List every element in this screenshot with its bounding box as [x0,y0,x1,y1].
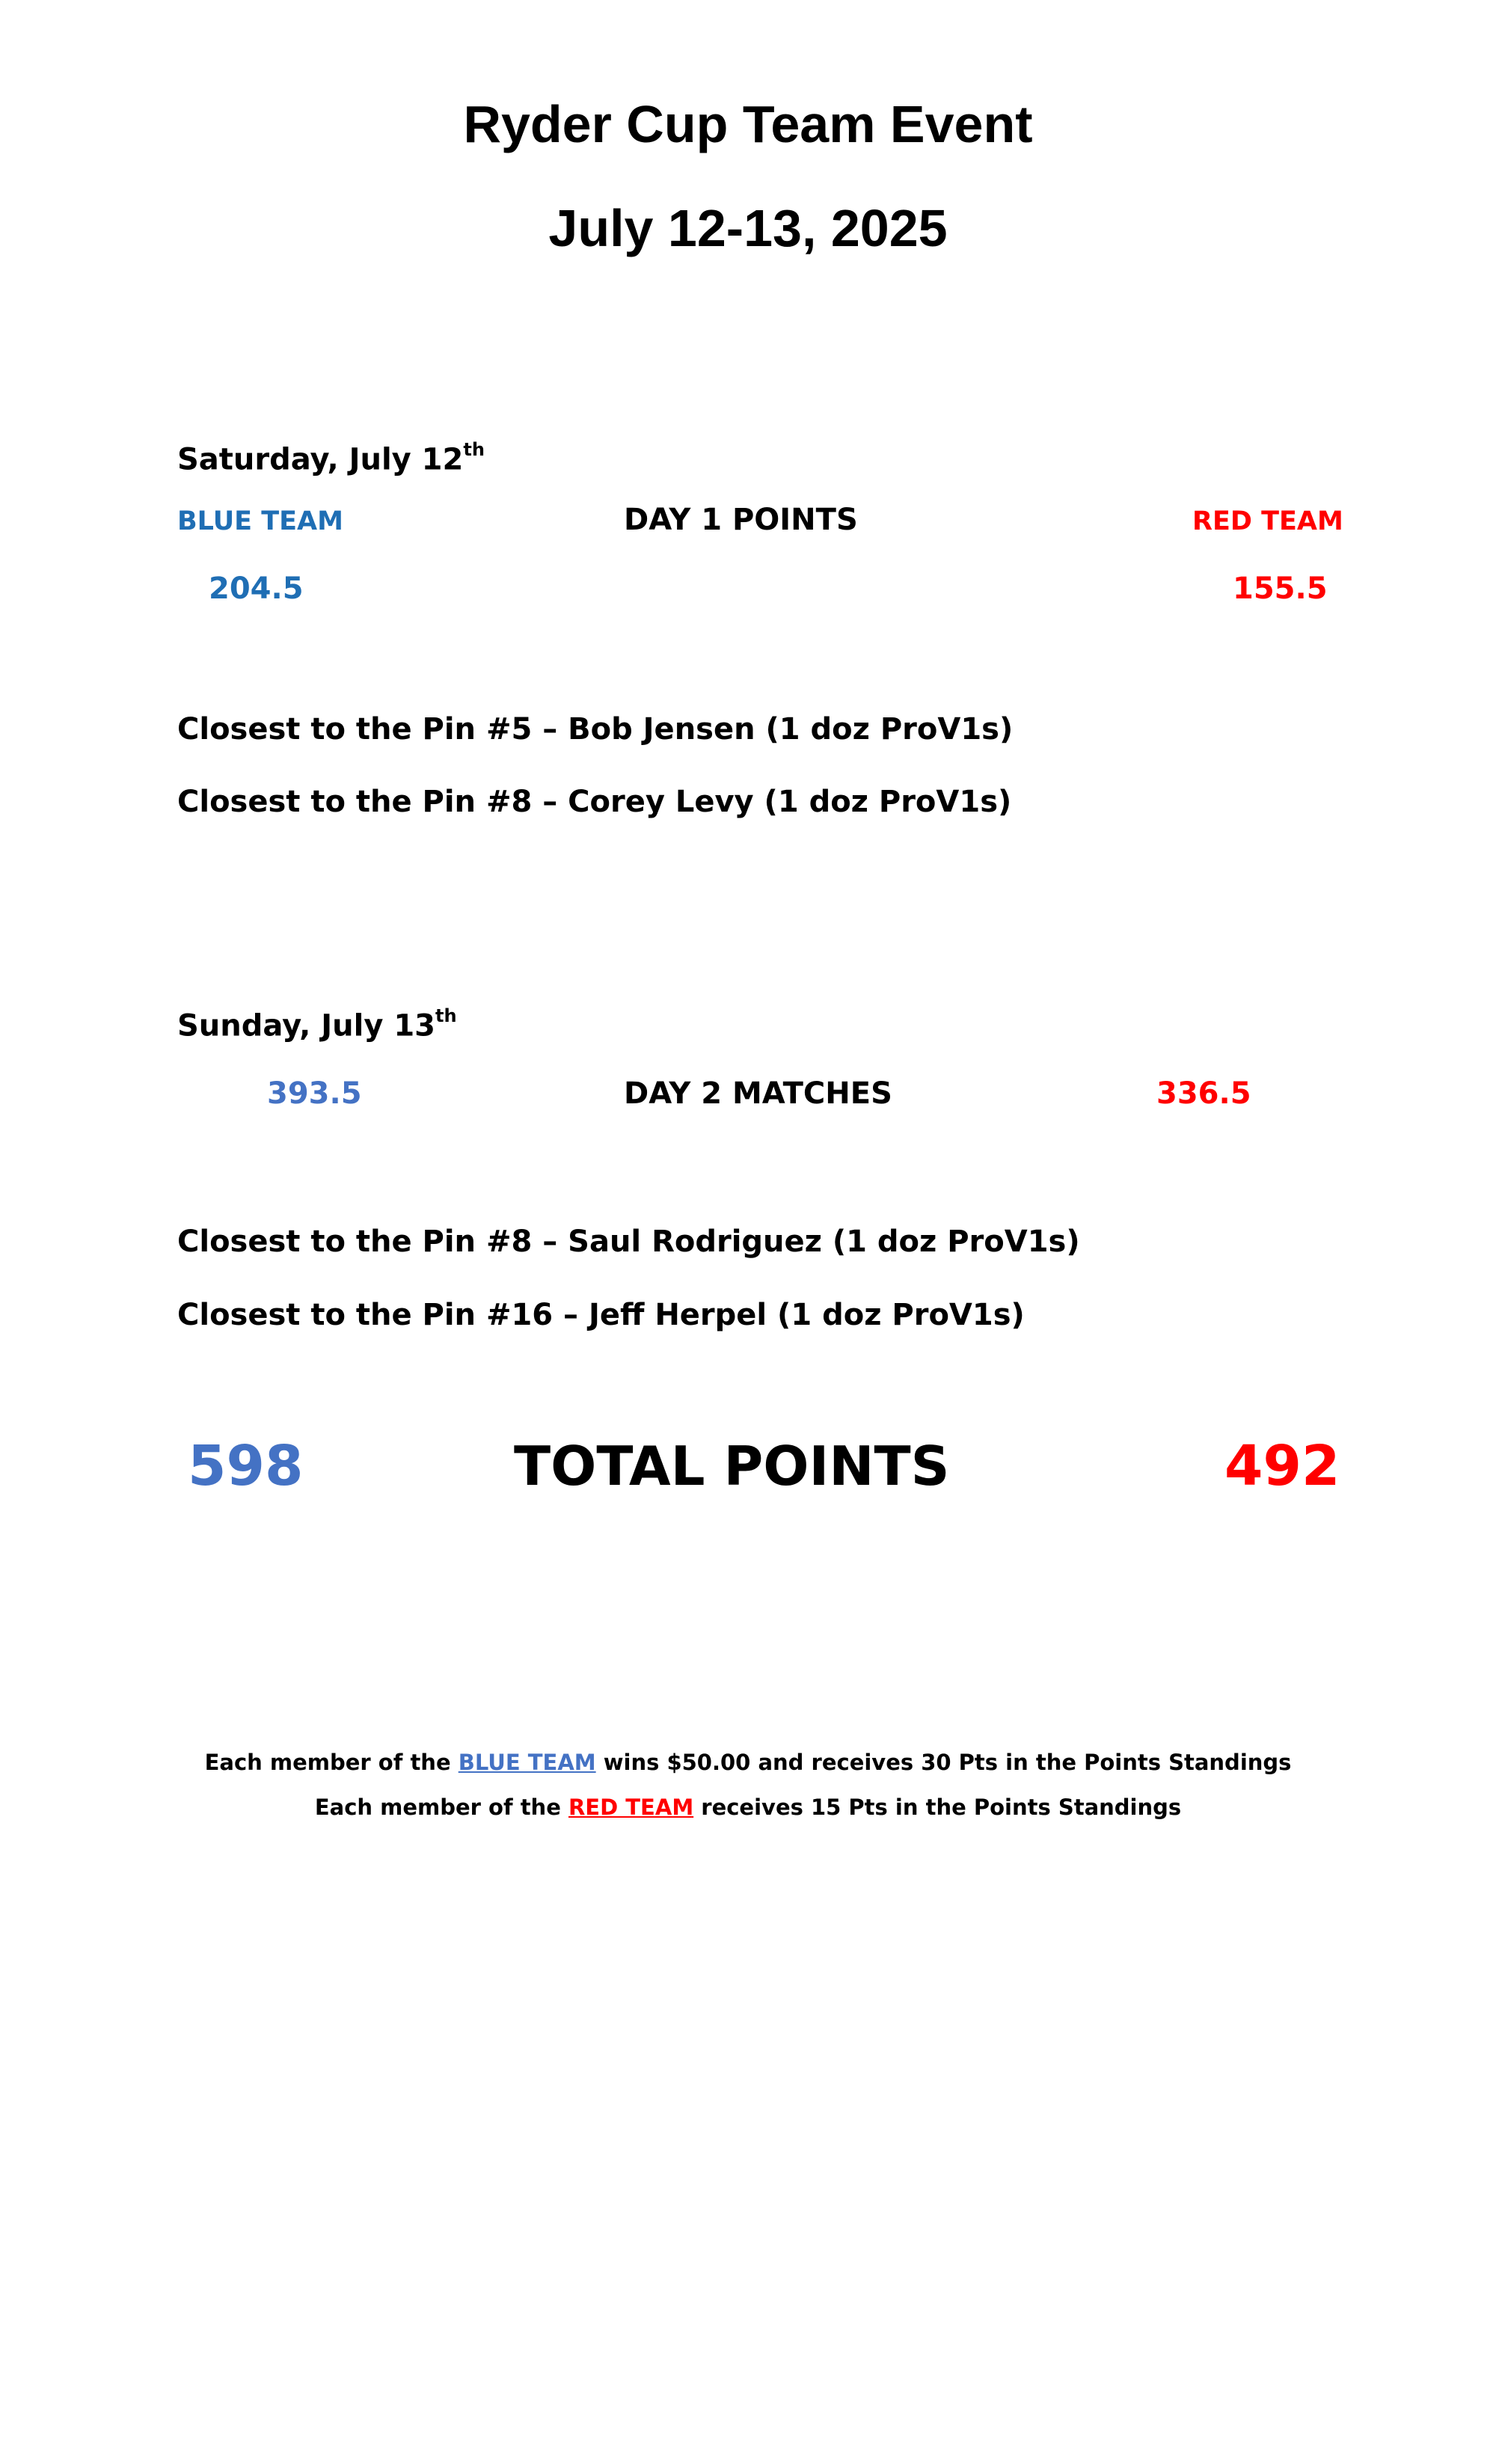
day1-points-label: DAY 1 POINTS [624,503,858,537]
day1-date-text: Saturday, July 12 [177,442,464,477]
day2-date-suffix: th [435,1005,457,1026]
day2-blue-score: 393.5 [267,1076,362,1111]
day1-red-score: 155.5 [1233,571,1328,606]
day1-blue-score: 204.5 [209,571,304,606]
blue-note-prefix: Each member of the [204,1750,459,1775]
day1-award-2: Closest to the Pin #8 – Corey Levy (1 doz ProV1s) [177,785,1012,819]
red-team-note [0,1792,1496,1822]
red-note-prefix: Each member of the [314,1795,568,1820]
day2-award-1: Closest to the Pin #8 – Saul Rodriguez (1 doz ProV1s) [177,1225,1080,1259]
red-total-points: 492 [1224,1434,1340,1498]
day2-date-text: Sunday, July 13 [177,1008,435,1043]
blue-note-suffix: wins $50.00 and receives 30 Pts in the Points Standings [595,1750,1292,1775]
day2-date [177,1000,457,1044]
blue-team-label: BLUE TEAM [177,506,343,536]
red-note-suffix: receives 15 Pts in the Points Standings [693,1795,1182,1820]
blue-team-link[interactable]: BLUE TEAM [458,1750,596,1775]
blue-team-note [0,1747,1496,1777]
day2-red-score: 336.5 [1156,1076,1251,1111]
event-dates: July 12-13, 2025 [548,199,948,257]
event-title: Ryder Cup Team Event [463,95,1033,153]
red-team-link[interactable]: RED TEAM [568,1795,694,1820]
day2-matches-label: DAY 2 MATCHES [624,1076,892,1111]
day2-award-2: Closest to the Pin #16 – Jeff Herpel (1 doz ProV1s) [177,1298,1025,1332]
day1-date-suffix: th [463,439,485,460]
day1-award-1: Closest to the Pin #5 – Bob Jensen (1 doz ProV1s) [177,712,1014,747]
blue-total-points: 598 [188,1434,304,1498]
red-team-label: RED TEAM [1192,506,1343,536]
day1-date [177,434,485,478]
total-points-label: TOTAL POINTS [514,1435,950,1498]
